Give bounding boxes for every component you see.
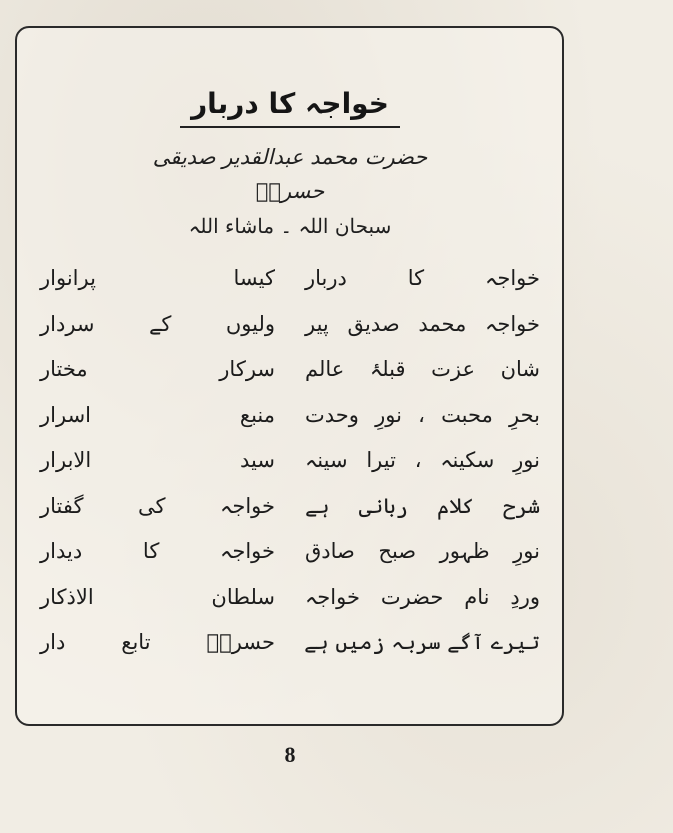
verse-second-hemistich: حسرتؔ تابع دار (40, 630, 275, 654)
verse-second-hemistich: ولیوں کے سردار (40, 311, 275, 336)
verse-row (40, 577, 540, 623)
verse-list (40, 258, 540, 668)
verse-first-hemistich: بحرِ محبت ، نورِ وحدت (305, 402, 540, 427)
verse-second-hemistich: خواجہ کا دیدار (40, 539, 275, 563)
verse-first-hemistich: تیرے آگے سربہ زمیں ہے (304, 630, 540, 654)
verse-second-hemistich: سرکار مختار (40, 357, 275, 381)
title-underline (180, 126, 400, 128)
verse-first-hemistich: خواجہ محمد صدیق پیر (305, 311, 540, 336)
verse-first-hemistich: نورِ سکینہ ، تیرا سینہ (305, 448, 540, 472)
verse-second-hemistich: سلطان الاذکار (40, 584, 275, 609)
verse-second-hemistich: کیسا پرانوار (40, 266, 275, 290)
verse-first-hemistich: وردِ نام حضرت خواجہ (305, 584, 540, 609)
verse-row (40, 258, 540, 304)
verse-row (40, 440, 540, 486)
verse-row (40, 486, 540, 532)
verse-second-hemistich: خواجہ کی گفتار (40, 493, 275, 518)
verse-row (40, 304, 540, 350)
verse-row (40, 349, 540, 395)
verse-first-hemistich: نورِ ظہور صبح صادق (305, 539, 540, 563)
poem-subheading: سبحان اللہ ۔ ماشاء اللہ (188, 214, 392, 238)
verse-row (40, 395, 540, 441)
verse-second-hemistich: منبع اسرار (40, 402, 275, 427)
verse-first-hemistich: خواجہ کا دربار (305, 266, 540, 290)
poem-title: خواجہ کا دربار (191, 87, 389, 120)
verse-first-hemistich: شرح کلام ربانی ہے (305, 493, 540, 518)
verse-first-hemistich: شان عزت قبلۂ عالم (305, 357, 540, 381)
verse-row (40, 531, 540, 577)
poet-name: حضرت محمد عبدالقدیر صدیقی حسرتؔ (152, 145, 428, 203)
verse-row (40, 622, 540, 668)
verse-second-hemistich: سید الابرار (40, 448, 275, 472)
page-number: 8 (284, 742, 296, 767)
